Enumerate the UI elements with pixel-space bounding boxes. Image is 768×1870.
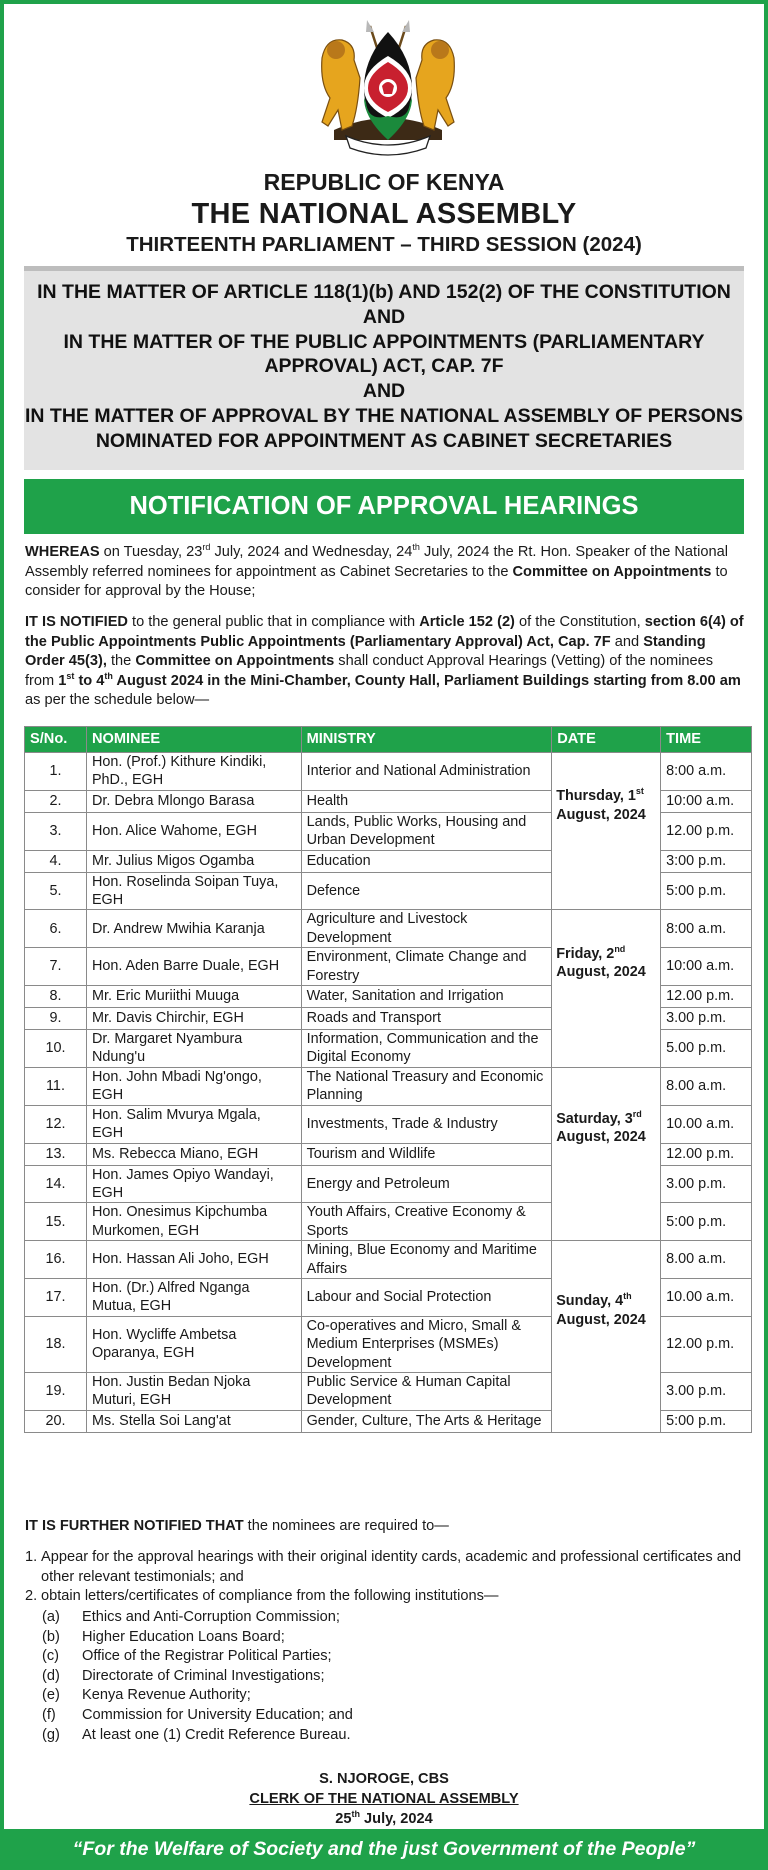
cell-number: 15. <box>25 1203 87 1241</box>
table-row <box>25 1241 752 1279</box>
cell-nominee: Dr. Debra Mlongo Barasa <box>86 790 301 812</box>
cell-time: 5.00 p.m. <box>661 1030 752 1068</box>
cell-nominee: Hon. James Opiyo Wandayi, EGH <box>86 1165 301 1203</box>
bold-ref: Committee on Appointments <box>135 653 335 670</box>
notified-lead: IT IS NOTIFIED <box>25 614 128 630</box>
cell-number: 17. <box>25 1278 87 1316</box>
text: July, 2024 <box>359 1811 433 1827</box>
cell-number: 11. <box>25 1067 87 1105</box>
cell-ministry: Environment, Climate Change and Forestry <box>301 948 552 986</box>
cell-ministry: Health <box>301 790 552 812</box>
sup: rd <box>202 542 211 553</box>
text: as per the schedule below— <box>25 692 210 709</box>
cell-number: 14. <box>25 1165 87 1203</box>
session-heading: THIRTEENTH PARLIAMENT – THIRD SESSION (2024) <box>126 233 642 256</box>
cell-time: 12.00 p.m. <box>661 812 752 850</box>
date-label <box>556 1110 655 1147</box>
cell-number: 8. <box>25 986 87 1008</box>
date-sup: rd <box>632 1109 642 1120</box>
item-letter: (g) <box>42 1726 60 1743</box>
matter-line: IN THE MATTER OF THE PUBLIC APPOINTMENTS (PARLIAMENTARY <box>63 330 705 353</box>
republic-heading: REPUBLIC OF KENYA <box>263 169 505 195</box>
date-sup: st <box>635 786 644 797</box>
cell-ministry: Tourism and Wildlife <box>301 1143 552 1165</box>
col-header-no: S/No. <box>25 727 87 753</box>
cell-number: 7. <box>25 948 87 986</box>
table-row <box>25 910 752 948</box>
cell-ministry: Gender, Culture, The Arts & Heritage <box>301 1410 552 1432</box>
cell-nominee: Dr. Andrew Mwihia Karanja <box>86 910 301 948</box>
text: August 2024 in the Mini-Chamber, County Hall, Parliament Buildings starting from 8.00 am <box>112 672 741 689</box>
institutions-list <box>42 1608 353 1745</box>
cell-nominee: Hon. Roselinda Soipan Tuya, EGH <box>86 872 301 910</box>
further-lead: IT IS FURTHER NOTIFIED THAT <box>25 1518 244 1534</box>
cell-number: 16. <box>25 1241 87 1279</box>
assembly-heading: THE NATIONAL ASSEMBLY <box>191 198 577 230</box>
date-day: Sunday, 4 <box>556 1293 624 1310</box>
bold-ref: Standing Order 45(3), <box>25 633 706 670</box>
cell-time: 10:00 a.m. <box>661 790 752 812</box>
text: of the Constitution, <box>514 614 645 630</box>
cell-time: 3:00 p.m. <box>661 850 752 872</box>
cell-ministry: Roads and Transport <box>301 1008 552 1030</box>
cell-time: 10:00 a.m. <box>661 948 752 986</box>
cell-nominee: Hon. Alice Wahome, EGH <box>86 812 301 850</box>
schedule-body <box>25 753 752 1433</box>
cell-ministry: Mining, Blue Economy and Maritime Affairs <box>301 1241 552 1279</box>
cell-ministry: Education <box>301 850 552 872</box>
text: July, 2024 the Rt. Hon. Speaker of the National Assembly referred nominees for appointment as Cabinet Secretaries to the <box>25 544 728 580</box>
cell-time: 8:00 a.m. <box>661 910 752 948</box>
item-letter: (c) <box>42 1648 60 1665</box>
table-header-row <box>25 727 752 753</box>
text: on Tuesday, 23 <box>99 544 203 560</box>
matter-panel <box>24 271 744 470</box>
cell-time: 3.00 p.m. <box>661 1372 752 1410</box>
cell-time: 10.00 a.m. <box>661 1278 752 1316</box>
cell-ministry: Energy and Petroleum <box>301 1165 552 1203</box>
item-text: Ethics and Anti-Corruption Commission; <box>82 1609 340 1625</box>
col-header-ministry: MINISTRY <box>301 727 552 753</box>
item-number: 1. <box>25 1549 38 1565</box>
table-row <box>25 753 752 791</box>
cell-number: 18. <box>25 1316 87 1372</box>
cell-nominee: Hon. Onesimus Kipchumba Murkomen, EGH <box>86 1203 301 1241</box>
signature-date <box>4 1810 764 1830</box>
date-sup: nd <box>614 943 626 954</box>
list-item <box>42 1726 353 1746</box>
item-text: Appear for the approval hearings with their original identity cards, academic and professional certificates and other relevant testimonials; and <box>41 1549 742 1585</box>
cell-nominee: Hon. Salim Mvurya Mgala, EGH <box>86 1105 301 1143</box>
text: 1 <box>58 672 67 689</box>
date-day: Thursday, 1 <box>556 788 636 805</box>
text: July, 2024 and Wednesday, 24 <box>210 544 413 560</box>
cell-number: 19. <box>25 1372 87 1410</box>
schedule-table <box>24 726 752 1433</box>
cell-number: 6. <box>25 910 87 948</box>
list-item <box>42 1608 353 1628</box>
cell-nominee: Dr. Margaret Nyambura Ndung'u <box>86 1030 301 1068</box>
cell-time: 3.00 p.m. <box>661 1165 752 1203</box>
date-rest: August, 2024 <box>556 806 646 823</box>
cell-time: 3.00 p.m. <box>661 1008 752 1030</box>
bold-ref: Article 152 (2) <box>419 614 515 630</box>
cell-ministry: The National Treasury and Economic Planning <box>301 1067 552 1105</box>
cell-time: 5:00 p.m. <box>661 872 752 910</box>
item-number: 2. <box>25 1588 38 1605</box>
item-text: Higher Education Loans Board; <box>82 1628 285 1645</box>
text: to consider for approval by the House; <box>25 563 728 600</box>
whereas-lead: WHEREAS <box>25 544 100 560</box>
matter-line: APPROVAL) ACT, CAP. 7F <box>264 355 504 378</box>
cell-time: 12.00 p.m. <box>661 986 752 1008</box>
col-header-date: DATE <box>552 727 661 753</box>
date-label <box>556 1292 655 1329</box>
cell-number: 13. <box>25 1143 87 1165</box>
cell-ministry: Defence <box>301 872 552 910</box>
cell-number: 5. <box>25 872 87 910</box>
text: to 4 <box>74 672 105 689</box>
matter-line: NOMINATED FOR APPOINTMENT AS CABINET SECRETARIES <box>95 429 673 452</box>
cell-ministry: Agriculture and Livestock Development <box>301 910 552 948</box>
notified-paragraph <box>25 613 746 711</box>
matter-and: AND <box>362 305 406 328</box>
committee-name: Committee on Appointments <box>512 563 712 580</box>
cell-ministry: Water, Sanitation and Irrigation <box>301 986 552 1008</box>
col-header-nominee: NOMINEE <box>86 727 301 753</box>
cell-nominee: Mr. Davis Chirchir, EGH <box>86 1008 301 1030</box>
cell-number: 4. <box>25 850 87 872</box>
list-item <box>25 1548 746 1587</box>
date-rest: August, 2024 <box>556 1311 646 1328</box>
list-item <box>42 1628 353 1648</box>
item-letter: (f) <box>42 1706 56 1723</box>
cell-ministry: Public Service & Human Capital Development <box>301 1372 552 1410</box>
item-letter: (b) <box>42 1628 60 1645</box>
whereas-paragraph <box>25 543 746 602</box>
sup: th <box>104 670 113 681</box>
text: shall conduct Approval Hearings (Vetting) of the nominees from <box>25 653 714 689</box>
item-letter: (a) <box>42 1609 60 1625</box>
cell-time: 8.00 a.m. <box>661 1241 752 1279</box>
cell-nominee: Ms. Stella Soi Lang'at <box>86 1410 301 1432</box>
text: 25 <box>335 1811 352 1827</box>
sup: th <box>351 1809 360 1820</box>
cell-nominee: Mr. Julius Migos Ogamba <box>86 850 301 872</box>
date-sup: th <box>623 1291 632 1302</box>
matter-and: AND <box>362 380 406 403</box>
date-rest: August, 2024 <box>556 1129 646 1146</box>
text: to the general public that in compliance with <box>127 614 420 630</box>
cell-ministry: Investments, Trade & Industry <box>301 1105 552 1143</box>
text: the <box>106 653 136 670</box>
cell-number: 20. <box>25 1410 87 1432</box>
cell-nominee: Hon. (Prof.) Kithure Kindiki, PhD., EGH <box>86 753 301 791</box>
cell-number: 3. <box>25 812 87 850</box>
cell-number: 10. <box>25 1030 87 1068</box>
cell-date <box>552 753 661 910</box>
cell-time: 8:00 a.m. <box>661 753 752 791</box>
cell-nominee: Mr. Eric Muriithi Muuga <box>86 986 301 1008</box>
item-letter: (d) <box>42 1667 60 1684</box>
signatory-title: CLERK OF THE NATIONAL ASSEMBLY <box>249 1791 519 1807</box>
cell-nominee: Hon. Hassan Ali Joho, EGH <box>86 1241 301 1279</box>
date-day: Saturday, 3 <box>556 1111 633 1127</box>
date-label <box>556 945 655 982</box>
cell-time: 8.00 a.m. <box>661 1067 752 1105</box>
cell-number: 12. <box>25 1105 87 1143</box>
item-text: obtain letters/certificates of compliance from the following institutions— <box>41 1588 499 1605</box>
list-item <box>42 1706 353 1726</box>
notification-banner: NOTIFICATION OF APPROVAL HEARINGS <box>24 479 744 534</box>
cell-nominee: Hon. Justin Bedan Njoka Muturi, EGH <box>86 1372 301 1410</box>
cell-nominee: Ms. Rebecca Miano, EGH <box>86 1143 301 1165</box>
item-text: Office of the Registrar Political Parties; <box>82 1648 332 1665</box>
cell-ministry: Lands, Public Works, Housing and Urban Development <box>301 812 552 850</box>
item-text: Kenya Revenue Authority; <box>82 1687 251 1704</box>
sup: th <box>412 542 420 553</box>
item-letter: (e) <box>42 1687 60 1704</box>
list-item <box>42 1647 353 1667</box>
cell-ministry: Information, Communication and the Digital Economy <box>301 1030 552 1068</box>
cell-time: 5:00 p.m. <box>661 1203 752 1241</box>
matter-line: IN THE MATTER OF ARTICLE 118(1)(b) AND 152(2) OF THE CONSTITUTION <box>37 281 731 303</box>
date-rest: August, 2024 <box>556 964 646 981</box>
text: and <box>610 633 644 650</box>
kenya-coat-of-arms-icon <box>312 18 464 158</box>
date-label <box>556 787 655 824</box>
table-row <box>25 1067 752 1105</box>
cell-number: 1. <box>25 753 87 791</box>
cell-nominee: Hon. John Mbadi Ng'ongo, EGH <box>86 1067 301 1105</box>
bold-ref: section 6(4) of the Public Appointments Public Appointments (Parliamentary Approval) Act, Cap. 7F <box>25 614 744 650</box>
list-item <box>42 1686 353 1706</box>
item-text: At least one (1) Credit Reference Bureau. <box>82 1726 351 1743</box>
text: the nominees are required to— <box>243 1518 449 1534</box>
list-item <box>25 1587 746 1607</box>
cell-ministry: Labour and Social Protection <box>301 1278 552 1316</box>
cell-date <box>552 1241 661 1433</box>
cell-time: 5:00 p.m. <box>661 1410 752 1432</box>
matter-line: IN THE MATTER OF APPROVAL BY THE NATIONAL ASSEMBLY OF PERSONS <box>25 404 743 427</box>
motto-footer: “For the Welfare of Society and the just Government of the People” <box>0 1829 768 1870</box>
list-item <box>42 1667 353 1687</box>
cell-nominee: Hon. (Dr.) Alfred Nganga Mutua, EGH <box>86 1278 301 1316</box>
col-header-time: TIME <box>661 727 752 753</box>
sup: st <box>66 670 75 681</box>
cell-time: 10.00 a.m. <box>661 1105 752 1143</box>
item-text: Commission for University Education; and <box>82 1706 353 1723</box>
cell-nominee: Hon. Wycliffe Ambetsa Oparanya, EGH <box>86 1316 301 1372</box>
cell-ministry: Interior and National Administration <box>301 753 552 791</box>
cell-nominee: Hon. Aden Barre Duale, EGH <box>86 948 301 986</box>
date-day: Friday, 2 <box>556 945 615 962</box>
item-text: Directorate of Criminal Investigations; <box>82 1667 325 1684</box>
cell-time: 12.00 p.m. <box>661 1143 752 1165</box>
cell-number: 2. <box>25 790 87 812</box>
cell-date <box>552 1067 661 1240</box>
requirements-list <box>25 1548 746 1607</box>
cell-time: 12.00 p.m. <box>661 1316 752 1372</box>
cell-ministry: Co-operatives and Micro, Small & Medium Enterprises (MSMEs) Development <box>301 1316 552 1372</box>
signatory-name: S. NJOROGE, CBS <box>319 1771 449 1787</box>
cell-number: 9. <box>25 1008 87 1030</box>
cell-ministry: Youth Affairs, Creative Economy & Sports <box>301 1203 552 1241</box>
further-notice <box>25 1518 449 1534</box>
cell-date <box>552 910 661 1067</box>
